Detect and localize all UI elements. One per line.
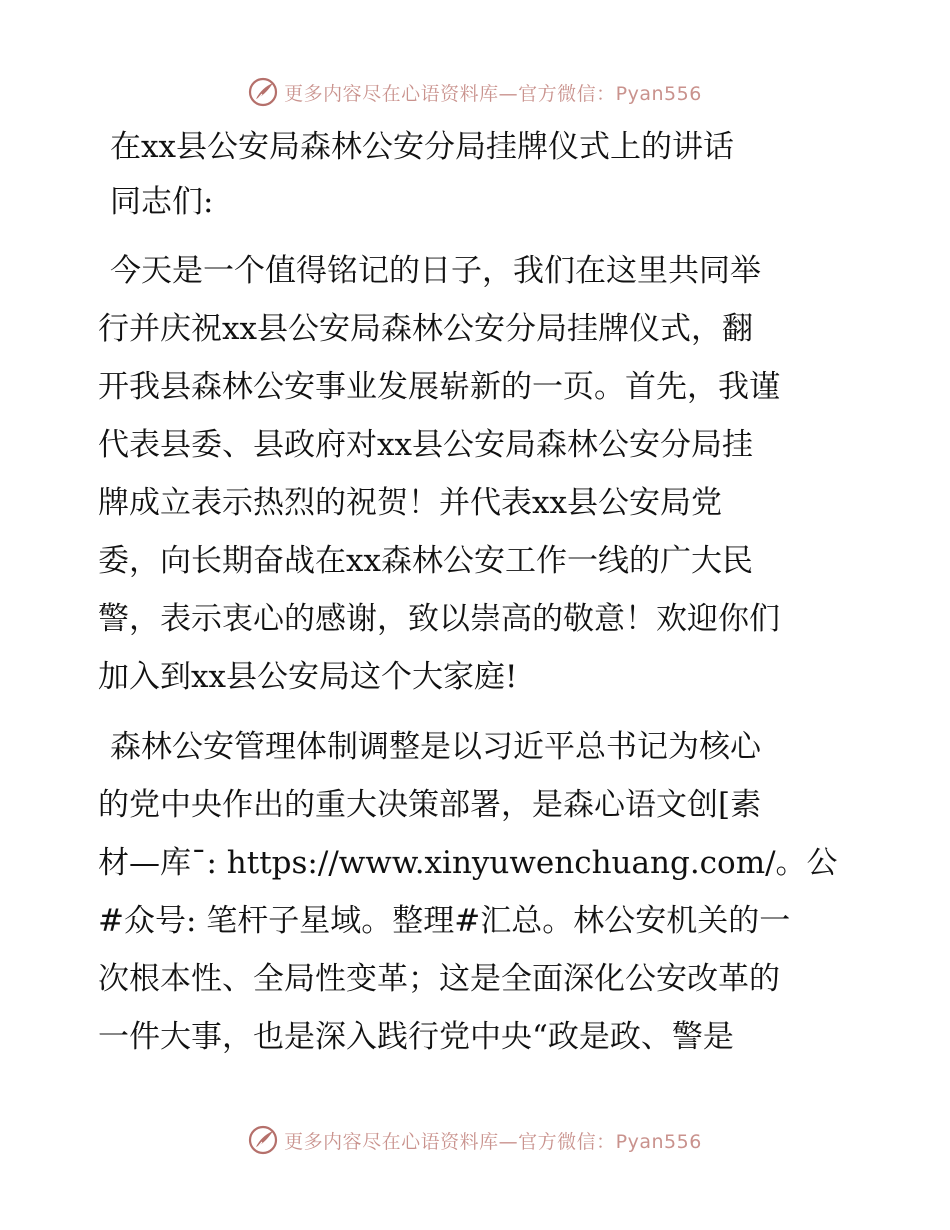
text-line: 材—库¯: https://www.xinyuwenchuang.com/。公 — [98, 845, 838, 881]
text-line: 行并庆祝xx县公安局森林公安分局挂牌仪式，翻 — [98, 311, 753, 347]
document-body — [98, 124, 858, 1078]
text-line: 牌成立表示热烈的祝贺！并代表xx县公安局党 — [98, 485, 722, 521]
text-line: 委，向长期奋战在xx森林公安工作一线的广大民 — [98, 543, 753, 579]
quill-logo-icon — [248, 77, 278, 107]
paragraph-2 — [98, 718, 858, 1066]
salutation: 同志们: — [110, 184, 214, 220]
text-line: 的党中央作出的重大决策部署，是森心语文创[素 — [98, 787, 762, 823]
text-line: 加入到xx县公安局这个大家庭! — [98, 659, 518, 695]
text-line: 警，表示衷心的感谢，致以崇高的敬意！欢迎你们 — [98, 601, 780, 637]
text-line: 森林公安管理体制调整是以习近平总书记为核心 — [110, 729, 761, 765]
text-line: #众号: 笔杆子星域。整理#汇总。林公安机关的一 — [98, 903, 791, 939]
text-line: 次根本性、全局性变革；这是全面深化公安改革的 — [98, 961, 780, 997]
watermark-text: 更多内容尽在心语资料库—官方微信：Pyan556 — [284, 82, 702, 105]
text-line: 今天是一个值得铭记的日子，我们在这里共同举 — [110, 253, 761, 289]
text-line: 一件大事，也是深入践行党中央“政是政、警是 — [98, 1019, 734, 1055]
document-title: 在xx县公安局森林公安分局挂牌仪式上的讲话 — [110, 129, 734, 165]
watermark-header — [0, 72, 950, 112]
text-line: 开我县森林公安事业发展崭新的一页。首先，我谨 — [98, 369, 780, 405]
watermark-footer — [0, 1120, 950, 1160]
text-line: 代表县委、县政府对xx县公安局森林公安分局挂 — [98, 427, 753, 463]
watermark-text: 更多内容尽在心语资料库—官方微信：Pyan556 — [284, 1130, 702, 1153]
paragraph-1 — [98, 242, 858, 706]
quill-logo-icon — [248, 1125, 278, 1155]
